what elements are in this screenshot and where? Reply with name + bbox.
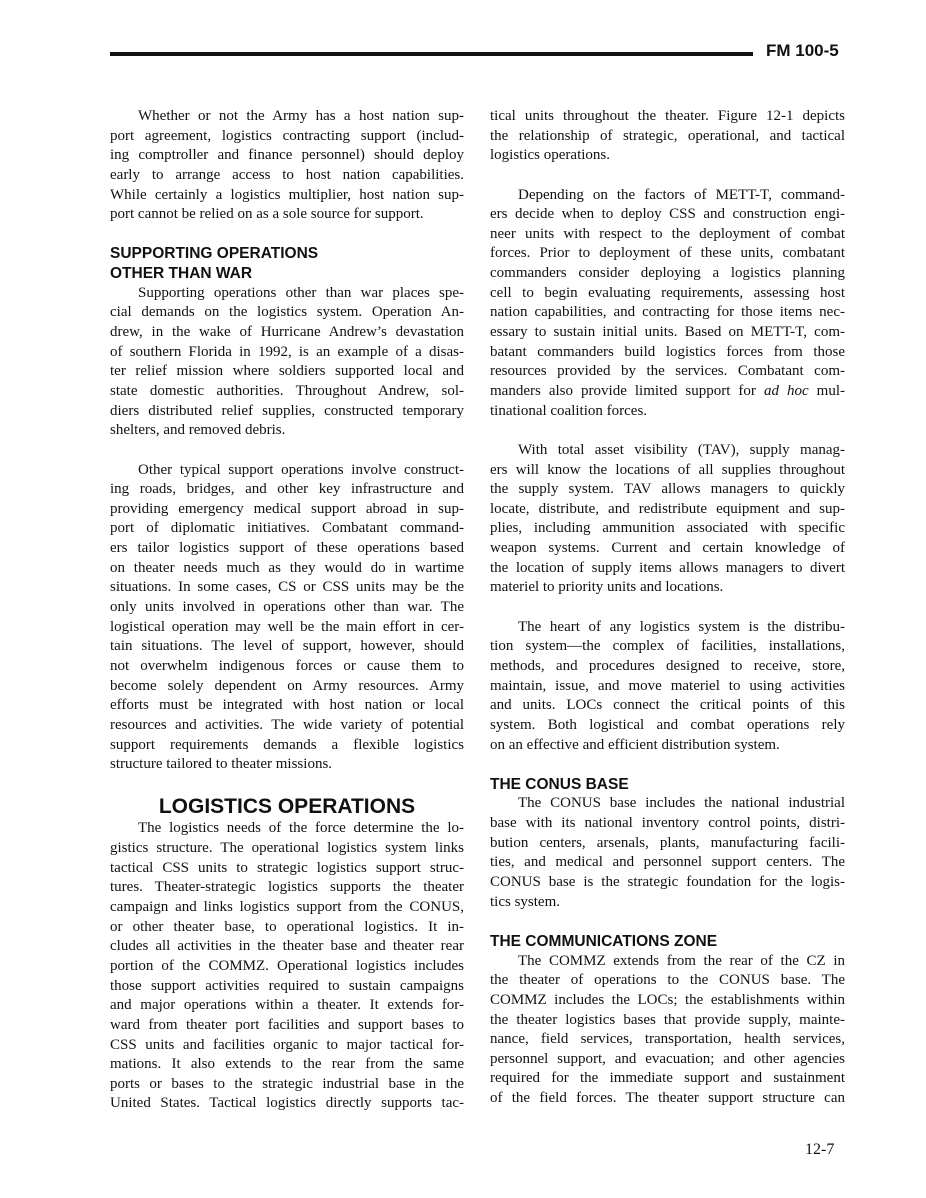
text-line: bution centers, arsenals, plants, manufacturing facili- — [490, 834, 845, 851]
text-line: efforts must be integrated with host nation or local — [110, 697, 464, 714]
heading-line: OTHER THAN WAR — [110, 265, 253, 283]
text-line: neer units with respect to the deployment of combat — [490, 225, 845, 242]
text-line: base with its national inventory control points, distri- — [490, 815, 845, 832]
paragraph — [490, 186, 845, 422]
text-line: CSS units and facilities organic to major tactical for- — [110, 1036, 464, 1053]
text-line: state domestic authorities. Throughout Andrew, sol- — [110, 383, 464, 399]
text-line: The CONUS base includes the national industrial — [518, 795, 845, 812]
text-line: Supporting operations other than war places spe- — [138, 284, 464, 301]
text-line: ers decide when to deploy CSS and construction engi- — [490, 206, 845, 223]
text-line: tion system—the complex of facilities, installations, — [490, 638, 845, 655]
right-column — [490, 107, 845, 1128]
text-line: maintain, issue, and move materiel to using activities — [490, 677, 845, 694]
text-line: on theater needs much as they would do in wartime — [110, 559, 464, 576]
text-line: become solely dependent on Army resources. Army — [110, 677, 464, 694]
text-line: ward from theater port facilities and support bases to — [110, 1016, 464, 1033]
text-line: cell to begin evaluating requirements, assessing host — [490, 284, 845, 301]
text-line: situations. In some cases, CS or CSS units may be the — [110, 579, 464, 596]
text-line: tical units throughout the theater. Figure 12-1 depicts — [490, 108, 845, 124]
text-line: the theater logistics bases that provide supply, mainte- — [490, 1011, 845, 1028]
text-line: tactical CSS units to strategic logistics support struc- — [110, 859, 464, 876]
paragraph — [110, 461, 464, 775]
text-line: Depending on the factors of METT-T, command- — [518, 186, 845, 203]
text-line: diers distributed relief supplies, constructed temporary — [110, 402, 464, 419]
text-line: drew, in the wake of Hurricane Andrew’s devastation — [110, 324, 464, 341]
text-line: tain situations. The level of support, however, should — [110, 638, 464, 655]
paragraph — [490, 107, 845, 166]
paragraph — [110, 107, 464, 225]
italic-text: ad hoc — [763, 382, 809, 399]
text-line: or other theater base, to operational logistics. It in- — [110, 918, 464, 935]
text-line: ties, and medical and personnel support centers. The — [490, 854, 845, 871]
text-line: tures. Theater-strategic logistics supports the theater — [110, 879, 464, 896]
text-line: ter relief mission where soldiers supported local and — [110, 363, 464, 380]
text-line: and units. LOCs connect the critical points of this — [490, 697, 845, 714]
text-line: the location of supply items allows managers to divert — [490, 559, 845, 576]
text-line: weapon systems. Current and certain knowledge of — [490, 540, 845, 557]
section-heading — [110, 794, 464, 819]
text-line: and major operations within a theater. It extends for- — [110, 997, 464, 1014]
text-line: the supply system. TAV allows managers to quickly — [490, 481, 845, 498]
text-line: providing emergency medical support abroad in sup- — [110, 500, 464, 517]
text-segment: manders also provide limited support for — [490, 382, 764, 399]
section-heading — [490, 932, 845, 952]
text-line: mations. It also extends to the rear from the same — [110, 1056, 464, 1073]
text-line: cludes all activities in the theater base and theater rear — [110, 938, 464, 955]
text-line: port of diplomatic initiatives. Combatant command- — [110, 520, 464, 537]
text-line: nation capabilities, and contracting for those items nec- — [490, 304, 845, 321]
text-line: campaign and links logistics support from the CONUS, — [110, 899, 464, 916]
text-line: resources provided by the services. Combatant com- — [490, 363, 845, 380]
text-line: The COMMZ extends from the rear of the CZ in — [518, 952, 845, 969]
heading-line: THE CONUS BASE — [490, 775, 629, 793]
text-line: ing roads, bridges, and other key infrastructure and — [110, 481, 464, 498]
text-line: The logistics needs of the force determine the lo- — [138, 820, 464, 837]
text-line: personnel support, and evacuation; and other agencies — [490, 1050, 845, 1067]
text-line: United States. Tactical logistics directly supports tac- — [110, 1095, 464, 1112]
document-id: FM 100-5 — [766, 41, 839, 60]
text-line: nance, field services, transportation, health services, — [490, 1031, 845, 1048]
section-heading — [490, 775, 845, 795]
text-line: The heart of any logistics system is the distribu- — [518, 618, 845, 635]
text-line: only units involved in operations other than war. The — [110, 599, 464, 616]
text-line: portion of the COMMZ. Operational logistics includes — [110, 957, 464, 974]
text-line: While certainly a logistics multiplier, host nation sup- — [110, 186, 464, 203]
text-line: of southern Florida in 1992, is an example of a disas- — [110, 343, 464, 360]
paragraph — [110, 819, 464, 1114]
text-line: locate, distribute, and redistribute equipment and sup- — [490, 500, 845, 517]
text-line: CONUS base is the strategic foundation for the logis- — [490, 874, 845, 890]
text-line: port cannot be relied on as a sole source for support. — [110, 206, 424, 223]
text-line: resources and activities. The wide variety of potential — [110, 716, 464, 733]
text-segment: mul- — [808, 382, 845, 399]
paragraph — [490, 441, 845, 598]
text-line: materiel to priority units and locations. — [490, 579, 724, 596]
heading-line: LOGISTICS OPERATIONS — [158, 795, 416, 819]
text-line: logistical operation may well be the main effort in cer- — [110, 618, 464, 635]
text-line: required for the immediate support and sustainment — [490, 1070, 845, 1087]
text-line: early to arrange access to host nation capabilities. — [110, 166, 464, 183]
section-heading — [110, 244, 464, 283]
text-line — [490, 382, 845, 402]
text-line: essary to sustain initial units. Based on METT-T, com- — [490, 324, 845, 341]
text-line: batant commanders build logistics forces from those — [490, 343, 845, 360]
text-line: ing comptroller and finance personnel) should deploy — [110, 147, 464, 164]
paragraph — [110, 284, 464, 441]
text-line: plies, including ammunition associated with specific — [490, 520, 845, 537]
left-column — [110, 107, 464, 1134]
text-line: system. Both logistical and combat operations rely — [490, 716, 845, 733]
text-line: tics system. — [490, 893, 560, 910]
text-line: With total asset visibility (TAV), supply manag- — [518, 441, 845, 458]
text-line: support requirements demands a flexible logistics — [110, 736, 464, 753]
text-line: tinational coalition forces. — [490, 402, 648, 419]
text-line: cial demands on the logistics system. Operation An- — [110, 304, 464, 321]
paragraph — [490, 618, 845, 755]
text-line: port agreement, logistics contracting support (includ- — [110, 127, 464, 144]
text-line: gistics structure. The operational logistics system links — [110, 840, 464, 857]
text-line: the theater of operations to the CONUS base. The — [490, 972, 845, 989]
paragraph — [490, 952, 845, 1109]
text-line: ers tailor logistics support of these operations based — [110, 540, 464, 557]
text-line: ports or bases to the strategic industrial base in the — [110, 1075, 464, 1092]
page-number: 12-7 — [805, 1141, 835, 1158]
paragraph — [490, 794, 845, 912]
text-line: Other typical support operations involve construct- — [138, 461, 464, 478]
text-line: methods, and procedures designed to receive, store, — [490, 657, 845, 674]
heading-line: THE COMMUNICATIONS ZONE — [490, 932, 718, 950]
text-line: not overwhelm indigenous forces or cause them to — [110, 657, 464, 674]
header-rule — [110, 52, 753, 56]
text-line: ers will know the locations of all supplies throughout — [490, 461, 845, 478]
text-line: forces. Prior to deployment of these units, combatant — [490, 245, 845, 262]
text-line: COMMZ includes the LOCs; the establishments within — [490, 991, 845, 1008]
text-line: on an effective and efficient distribution system. — [490, 736, 780, 753]
text-line: of the field forces. The theater support structure can — [490, 1090, 845, 1107]
text-line: logistics operations. — [490, 147, 610, 164]
text-line: the relationship of strategic, operational, and tactical — [490, 127, 845, 144]
text-line: those support activities required to sustain campaigns — [110, 977, 464, 994]
text-line: Whether or not the Army has a host nation sup- — [138, 108, 464, 124]
text-line: structure tailored to theater missions. — [110, 756, 333, 773]
text-line: shelters, and removed debris. — [110, 422, 286, 439]
heading-line: SUPPORTING OPERATIONS — [110, 245, 319, 263]
text-line: commanders consider deploying a logistics planning — [490, 265, 845, 282]
